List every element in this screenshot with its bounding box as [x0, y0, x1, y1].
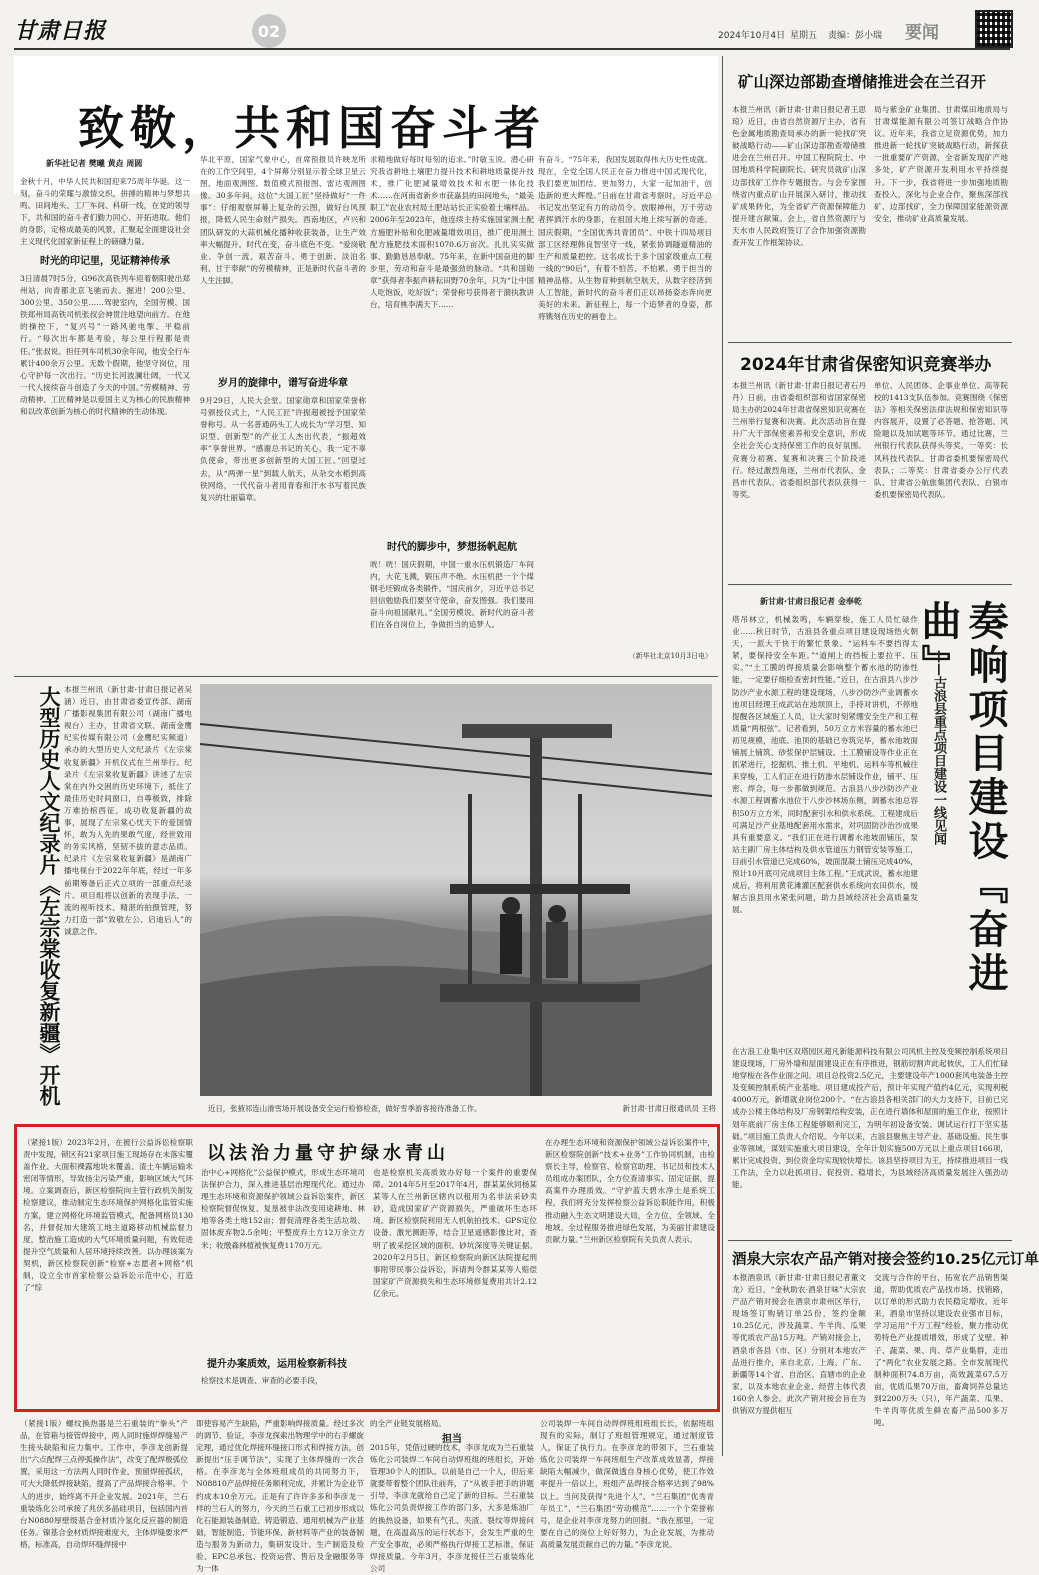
top-story-headline: 致敬，共和国奋斗者 — [78, 101, 546, 155]
lanzhou-col2: 即使容易产生缺陷，严重影响焊接质量。经过多次的调节、验证，李彦龙探索出物理学中的右手螺旋定理，通过优化焊接环缝接口形式和焊接方法，创新提出“压手调节法”，实现了主体焊缝的一次合格。在李彦龙与全体班组成员的共同努力下，N08810产品焊接任务顺利完成，并累计为企业节约成本10余万元。正是有了许许多多和李彦龙一样的兰石人的努力，今天的兰石重工已初步形成以化石能源装备制造、铸造锻造、通用机械为产业基础，智能制造、节能环保、新材料等产业的装备制造与服务为新动力，集研发设计、生产制造及检验、EPC总承包、投资运营、售后及金融服务等为一体 — [196, 1419, 364, 1574]
photo-caption: 近日，张掖祁连山滑雪场开展设备安全运行检修检查，做好雪季游客接待准备工作。 — [208, 1104, 482, 1113]
ski-lift-photo — [200, 684, 712, 1096]
top-story-subhead-2: 岁月的旋律中，谱写奋进华章 — [218, 378, 348, 389]
page-number: 02 — [257, 21, 281, 41]
documentary-headline: 大型历史人文纪录片《左宗棠收复新疆》开机 — [37, 686, 61, 1106]
top-story-col1: 金秋十月，中华人民共和国迎来75周年华诞。这一刻，奋斗的荣耀与激情交织，拼搏的精神与梦想共鸣。田间地头、工厂车间、科研一线，在党的领导下，共和国的奋斗者们勤力同心、开拓进取。他们的身影，定格成最美的风景，汇聚起全面建设社会主义现代化国家新征程上的磅礴力量。 — [20, 177, 190, 247]
law-col3: 也是检察机关高质效办好每一个案件的重要保障。2014年5月至2017年4月，群某某伙同杨某某等人在兰州新区辖内以租用为名非法采砂卖砂，造成国家矿产资源损失，严重破坏生态环境。新区检察院利用无人机航拍技术、GPS定位设备、激光测距等，结合卫星遥感影像比对，查明了被采挖区域的面积、砂坑深度等关键证据。2020年2月5日，新区检察院向新区法院提起刑事附带民事公益诉讼，诉请判令群某某等人赔偿国家矿产资源损失和生态环境修复费用共计2.12亿余元。 — [373, 1168, 537, 1298]
jiuquan-headline: 酒泉大宗农产品产销对接会签约10.25亿元订单 — [732, 1252, 1039, 1268]
law-col2: 治中心+网格化”公益保护模式，形成生态环境司法保护合力，深入推进基层治理现代化。通过办理生态环境和资源保护领域公益诉讼案件，新区检察院督促恢复、复垦被非法改变用途耕地、林地等各类土地152亩；督促清理各类生活垃圾、固体废弃物2.5余吨；平整废弃土方12万余立方米；收缴森林植被恢复费1170万元。 — [201, 1168, 365, 1250]
project-byline: 新甘肃·甘肃日报记者 金奉乾 — [760, 597, 862, 606]
lanzhou-col3: 的全产业链发展格局。 — [370, 1419, 446, 1428]
photo-credit: 新甘肃·甘肃日报通讯员 王将 — [622, 1104, 716, 1113]
mining-col2: 局与紫金矿业集团、甘肃煤田地质局与甘肃煤能源有限公司签订战略合作协议。近年来，我省立足资源优势，加力推进新一轮找矿突破战略行动，新探获一批重要矿产资源，全省新发现矿产地多处，矿产资源开发利用水平持续提升。下一步，我省将进一步加强地质勘查投入，深化与企业合作，聚焦深部找矿、边部找矿，全力保障国家能源资源安全，推动矿业高质量发展。 — [874, 105, 1008, 223]
law-subhead: 提升办案质效，运用检察新科技 — [207, 1359, 347, 1370]
lanzhou-col1: （紧接1版）螺纹换热器是兰石重装的“拳头”产品，在管箱与接管焊接中，两人同时施焊焊缝易产生接头缺陷和应力集中。工作中，李彦龙创新提出“六点配焊三点停弧操作法”，改变了配焊极弧位置，采用这一方法两人同时作业，预留焊接孤状，可大大降低焊接缺陷，提高了产品焊接合格率。个人的进步，始终离不开企业发展。2021年，兰石重装炼化公司承接了兆伏多晶硅项目，包括国内首台N0880厚壁级基合金材质冷氢化反应器的制造任务。镍基合金材质焊接难度大，主体焊缝要求严格，标准高，自动焊环缝焊接中 — [20, 1419, 188, 1549]
mining-headline: 矿山深边部勘查增储推进会在兰召开 — [738, 73, 987, 91]
top-story-subhead-3: 时代的脚步中，梦想扬帆起航 — [387, 542, 517, 553]
law-headline: 以法治力量守护绿水青山 — [207, 1143, 449, 1164]
secrecy-col2: 单位、人民团体、企事业单位、高等院校的1413支队伍参加。竞赛围绕《保密法》等相关保密法律法规和保密知识等内容展开，设置了必答题、抢答题、风险题以及加试题等环节。通过比赛，兰州银行代表队获得头等奖，一等奖：长风科技代表队、甘肃省委机要保密局代表队；二等奖：甘肃省委办公厅代表队、甘肃省公航旅集团代表队、白银市委机要保密局代表队。 — [874, 381, 1008, 499]
top-story-dateline: （新华社北京10月3日电） — [628, 652, 712, 660]
law-col1: （紧接1版）2023年2月，在被行公益诉讼检察职责中发现，锁区有21家项目施工现场存在未落实覆盖作业、大面积裸露地块未覆盖、渣土车辆运输未密闭等情形，导致扬尘污染严重，影响区域大气环境。立案调查后，新区检察院向主管行政机关制发检察建议，推动制定生态环境保护网格化监管实施方案，建立网格化环境监管模式，配备网格员130名，并督促加大建筑工地主道路移动机械监督力度，整治施工造成的大气环境质量问题，有效促进提升空气质量和人居环境持续改善。以办理该案为契机，新区检察院创新“检察+志愿者+网格”机制，设立全市首家检察公益诉讼示范中心，打造了“综 — [23, 1138, 193, 1293]
top-story-col4: 有奋斗。“75年来，我国发展取得伟大历史性成就。现在，全党全国人民正在奋力推进中国式现代化，我们要更加团结、更加努力，大家一起加油干，创造新的更大辉煌。”日前在甘肃省考察时，习近平总书记发出坚定有力的动员令。放眼神州，万千劳动者挥洒汗水的身影，在祖国大地上续写新的奇迹。国庆假期，“全国优秀共青团员”、中铁十四局项目部工区经理韩良智坚守一线，紧张协调隧道精油的生产和质量把控。这名成长于多个国家级重点工程一线的“90后”，有着不怕苦、不怕累、勇于担当的精神品格。从生物育种到航空航天，从数字经济到人工智能，新时代的奋斗者们正以昂扬姿态奔向更美好的未来。新征程上，每一个追梦者的身姿，都将镌刻在历史的画卷上。 — [538, 155, 712, 322]
lanzhou-col4: 公司装焊一车间自动焊焊班组班组长长，依据班组现有的实际，制订了班组管理规定，通过制度管人，保证了执行力。在李彦龙的带领下，兰石重装炼化公司装焊一车间班组生产改革成效显著，焊接缺陷大幅减少，做深做透自身核心优势，使工作效率提升一倍以上，班组产品焊接合格率达到了98%以上。当问及获得“先进个人”、“兰石集团”优秀青年员工”、“兰石集团“劳动模范”……一个个荣誉称号，是企业对李彦龙努力的回报。“我在那里，一定要在自己的岗位上好好努力，为企业发展，为推动高质量发展贡献自己的力量。”李彦龙说。 — [540, 1419, 714, 1549]
jiuquan-col1: 本报酒泉讯（新甘肃·甘肃日报记者董文龙）近日，“金秋助农·酒泉甘味”大宗农产品产销对接会在酒泉市肃州区举行，现场签订购销订单25份，签约金额10.25亿元，涉及蔬菜、牛羊肉、瓜果等优质农产品15万吨。产销对接会上，酒泉市各县（市、区）分别对本地农产品进行推介，来自北京、上海、广东、新疆等14个省、自治区、直辖市的企业家，以及本地农业企业、经营主体代表160余人参会。此次产销对接会旨在为供销双方提供相互 — [732, 1273, 866, 1416]
masthead-date: 2024年10月4日 — [718, 31, 786, 41]
project-col2: 在古浪工业集中区双塔园区超凡新能源科技有限公司风机主控及变频控制系统项目建设现场，厂房外墙和屋面建设正在有序推进，钢筋切割声此起彼伏，工人们忙碌地穿梭在各作业面之间。项目总投资2.5亿元，主要建设年产1000套风电装备主控及变频控制系统产业基地。项目建成投产后，预计年实现产值约4亿元，实现利税4000万元，新增就业岗位200个。“在古浪县各相关部门的大力支持下，目前已完成办公楼主体结构及厂房钢架结构安装，正在进行墙体和屋面的施工作业，按照计划年底前厂房主体工程能够顺利完工，为明年初设备安装、调试运行打下坚实基础。”项目施工负责人介绍说。今年以来，古浪县聚焦主导产业、基础设施、民生事业等领域，谋划实施重大项目建设，全年计划实施500万元以上重点项目166项，累计完成投资、到位资金均实现较快增长。该县坚持项目为王，持续推进项目一线工作法，全力以赴抓项目、促投资、稳增长，为县域经济高质量发展注入强劲动能。 — [732, 1047, 1008, 1190]
law-story-box — [14, 1124, 720, 1412]
top-story-subhead-1: 时光的印记里，见证精神传承 — [40, 256, 170, 267]
top-story-col2b: 9月29日，人民大会堂。国家勋章和国家荣誉称号颁授仪式上，“人民工匠”许振超被授予国家荣誉称号。从一名普通码头工人成长为“学习型、知识型、创新型”的产业工人杰出代表，“振超效率”享誉世界。“感谢总书记的关心，我一定不辜负使命，带出更多创新型的大国工匠。”回望过去，从“两弹一星”到载人航天，从杂交水稻到高铁网络，一代代奋斗者用青春和汗水书写着民族复兴的壮丽篇章。 — [200, 396, 366, 502]
page-number-badge — [252, 14, 286, 48]
masthead-editor: 责编：彭小瑞 — [828, 31, 883, 41]
top-story-col2-wrap — [200, 154, 366, 774]
project-headline: 奏响项目建设『奋进曲』 — [915, 600, 1008, 996]
project-subhead: ——古浪县重点项目建设一线见闻 — [931, 650, 946, 845]
top-story-col3b: 咣！咣！国庆假期，中国一重水压机锻造厂车间内，大花飞溅，锻压声不绝。水压机把一个个煤钢毛坯锻成各类锻件。“国庆前夕，习近平总书记回信勉励我们要坚守使命，奋发图强。我们要用奋斗向祖国献礼。”全国劳模说。新时代的奋斗者们在各自岗位上，争做担当的追梦人。 — [370, 560, 534, 630]
jiuquan-col2: 交流与合作的平台，拓宽农产品销售渠道，帮助优质农产品找市场、找销路，以订单的形式助力农民稳定增收。近年来，酒泉市坚持以建设农业强市目标，学习运用“千万工程”经验，聚力推动优势特色产业提质增效，形成了戈壁、种子、蔬菜、果、肉、草产业集群，走出了“两化”农业发展之路。全市发展现代制种面积74.8万亩，高效蔬菜67.5万亩，优质瓜果70万亩，畜禽饲养总量达到2200万头（只），年产蔬菜、瓜果、牛羊肉等优质生鲜农畜产品500多万吨。 — [874, 1273, 1008, 1428]
top-story-col4-wrap — [538, 154, 712, 774]
top-story-col3-wrap — [370, 154, 534, 774]
masthead-weekday: 星期五 — [790, 31, 818, 41]
mining-col1: 本报兰州讯（新甘肃·甘肃日报记者王思琼）近日，由省自然资源厅主办，省有色金属地质勘查局承办的新一轮找矿突破战略行动——矿山深边部勘查增储推进会在兰州召开。中国工程院院士、中国地质科学院副院长、研究员就矿山深边部找矿工作作专题报告。与会专家围绕省内重点矿山开展深入研讨，推动找矿成果转化，为全省矿产资源保障能力提升建言献策。会上，省自然资源厅与天水市人民政府签订了合作加强资源勘查开发工作框架协议。 — [732, 105, 866, 248]
qr-code-icon — [975, 10, 1013, 48]
top-story-col2: 华北平原，国家气象中心，首席预报员许映龙所在的工作空间里，4个屏幕分别显示着全球卫星云图、地面观测图、数值模式预报图、雷达观测图像。30多年间，这位“大国工匠”坚持做好“一件事”：仔细观察屏幕上复杂的云图，做好台风预报，降低人民生命财产损失。西南地区，卢兴和团队研发的大蒜机械化播种收获装备，让生产效率大幅提升。时代在变，奋斗底色不变。“爱岗敬业、争创一流、艰苦奋斗、勇于创新、淡泊名利、甘于奉献”的劳模精神，正是新时代奋斗者的人生注脚。 — [200, 155, 366, 285]
secrecy-col1: 本报兰州讯（新甘肃·甘肃日报记者石丹丹）日前，由省委组织部和省国家保密局主办的2024年甘肃省保密知识竞赛在兰州举行复赛和决赛。此次活动旨在提升广大干部保密素养和安全意识，形成全社会关心支持保密工作的良好氛围。竞赛分初赛、复赛和决赛三个阶段进行。经过激烈角逐，兰州市代表队、金昌市代表队、省委组织部代表队获得一等奖。 — [732, 381, 866, 499]
documentary-col1: 本报兰州讯（新甘肃·甘肃日报记者吴涵）近日，由甘肃省委宣传部、湖南广播影视集团有限公司（湖南广播电视台）主办，甘肃省文联、湖南金鹰纪实传媒有限公司（金鹰纪实频道）承办的大型历史人文纪录片《左宗棠收复新疆》开机仪式在兰州举行。纪录片《左宗棠收复新疆》讲述了左宗棠在内外交困的历史环境下，抵住了最佳历史时间窗口，自尊极致，排除万难抬棺西征，成功收复新疆的故事，展现了左宗棠心忧天下的爱国情怀，敢为人先的果敢气度，经世致用的务实风格，坚韧不拔的意志品质。纪录片《左宗棠收复新疆》是湖南广播电视台于2022年年底，经过一年多前期筹备后正式立项的一部重点纪录片。项目组将以创新的表现手法、一流的视听技术、精湛的拍摄管理，努力打造一部“致敬左公、启迪后人”的诚意之作。 — [64, 685, 192, 936]
lanzhou-subhead: 担当 — [442, 1434, 462, 1445]
top-story-col1b: 3日清晨7时5分，G96次高铁列车迎着朝阳驶出郑州站，向青都北京飞驰而去。掘进！200公里、300公里、350公里……驾驶室内，全国劳模、国铁郑州局高铁司机张叔会神贯注地望向前方。在他的操控下，“复兴号”一路风驰电掣、平稳前行。“每次出车都是考验，每公里行程都是责任。”张叔说。担任列车司机30余年间，他安全行车累计400余万公里。无数个假期，他坚守岗位，用心守护每一次出行。“历史长河波澜壮阔，一代又一代人接续奋斗创造了今天的中国。”劳模精神、劳动精神、工匠精神是以爱国主义为核心的民族精神和以改革创新为核心的时代精神的生动体现。 — [20, 274, 190, 417]
project-col1: 塔吊林立，机械轰鸣，车辆穿梭，施工人员忙碌作业……秋日时节，古浪县各重点项目建设现场热火朝天，一派大干快干的繁忙景象。“运料车不要挡得太紧，要保持安全车距。”“道闸上的挡板上要拉平、压实。”“土工膜的焊接质量会影响整个蓄水池的防渗性能，一定要仔细检查密封性能。”近日，在古浪县八步沙防沙产业水源工程的建设现场，八步沙防沙产业调蓄水池项目经理王成武站在池坝顶上，手持对讲机，不停地提醒各区域施工人员，让大家时刻紧绷安全生产和工程质量“两根弦”。记者看到，50万立方米容量的蓄水池已初见规模，池底、池顶的基础已夯筑完毕，蓄水池坡面铺展上铺筑、砂浆保护层铺设、土工膜铺设等作业正在抓紧进行，挖掘机、推土机、平地机、运料车等机械往来穿梭，工人们正在进行防渗水层铺设作业，铺平、压密、焊合，每一步都做到规范。古浪县八步沙防沙产业水源工程调蓄水池位于八步沙林场东侧，调蓄水池总容积50万立方米，同时配套引水和供水系统。工程建成后可满足沙产业基地配套用水需求，对巩固防沙治沙成果具有重要意义。“我们正在进行调蓄水池坡面铺压，泵站主副厂房主体结构及供水管道压力钢管安装等施工，目前引水管道已完成60%，坡面混凝土铺压完成40%，预计10月底可完成项目主体工程。”王成武说，蓄水池建成后，将利用黄花滩灌区配套供水系统向农田供水，缓解古浪县用水紧张问题，助力县域经济社会高质量发展。 — [732, 615, 918, 915]
secrecy-headline: 2024年甘肃省保密知识竞赛举办 — [740, 355, 992, 375]
law-col2b: 检察技术是调查、审查的必要手段， — [201, 1376, 323, 1385]
masthead-logo: 甘肃日报 — [14, 19, 107, 44]
top-story-byline: 新华社记者 樊曦 黄垚 周圆 — [46, 159, 143, 168]
top-story-col3: 求精地做好每时每刻的追求。”时敏玉说。潜心研究我省耕地土壤肥力提升技术和耕地质量提升技术，推广化肥减量增效技术和水肥一体化技术……在河南省新乡市获嘉县的田间地头，“最美职工”农业农村局土肥站站长正实验着土壤样品。2006年至2023年，他连续主持实施国家测土配方施肥补贴和化肥减量增效项目，推广使用测土配方施肥技术面积1070.6万亩次。扎扎实实做事、勤勤恳恳奉献。75年来，在新中国奋进的脚步里，劳动和奋斗是最强劲的脉动。“共和国勋章”获得者李振声耕耘田野70余年，只为“让中国人吃饱饭，吃好饭”；荣誉称号获得者于漪执教讲台，培育桃李满天下…… — [370, 155, 534, 310]
lanzhou-col3b: 2015年，凭借过硬的技术，李彦龙成为兰石重装炼化公司装焊二车间自动焊班组的班组长，开始管理30个人的团队。以前是自己一个人，但后来就要带着整个团队往前奔，了“从被手把手的讲题引导，李彦龙就给自己定了新的目标。兰石重装炼化公司负责焊接工作的部门多，大多是炼油厂的换热设备，如果有气孔、夹渣、裂纹等焊接问题，在高温高压的运行状态下，会发生严重的生产安全事故，必须严格执行焊接工艺标准，保证焊接质量。今年3月，李彦龙接任兰石重装炼化公司 — [370, 1443, 534, 1573]
law-col4: 在办理生态环境和资源保护领域公益诉讼案件中，新区检察院创新“技术+业务”工作协同机制，由检察长主导，检察官、检察官助理、书记员和技术人员组成办案团队，全方位查清事实、固定证据，提高案件办理质效。“守护蓝天碧水净土是系统工程，我们将充分发挥检察公益诉讼职能作用，积极推动融入生态文明建设大局，全方位、全领域、全地域、全过程服务推进绿色发展，为美丽甘肃建设贡献力量。”兰州新区检察院有关负责人表示。 — [545, 1138, 715, 1244]
section-label: 要闻 — [905, 23, 939, 43]
ski-lift-illustration — [200, 684, 712, 1096]
